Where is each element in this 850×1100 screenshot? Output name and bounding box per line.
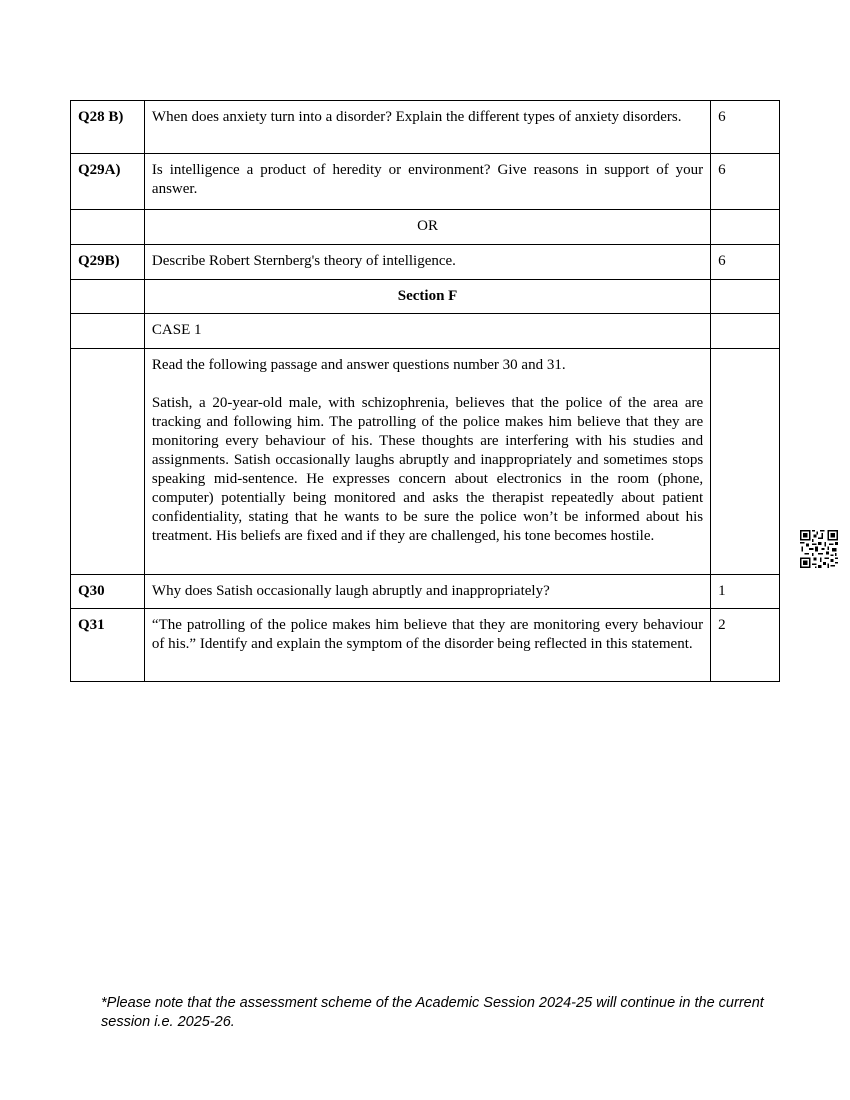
table-row-q29b [71, 245, 780, 280]
empty-cell [711, 314, 780, 349]
question-text: Why does Satish occasionally laugh abruptly and inappropriately? [144, 575, 710, 609]
table-row-q29a [71, 154, 780, 210]
table-row-or [71, 210, 780, 245]
empty-cell [711, 280, 780, 314]
empty-cell [71, 280, 145, 314]
question-text: Describe Robert Sternberg's theory of intelligence. [144, 245, 710, 280]
table-row-q28b [71, 101, 780, 154]
section-heading: Section F [144, 280, 710, 314]
question-number: Q31 [71, 609, 145, 682]
marks-value: 6 [711, 154, 780, 210]
qr-code-icon [800, 530, 838, 568]
marks-value: 2 [711, 609, 780, 682]
question-number: Q30 [71, 575, 145, 609]
table-row-section [71, 280, 780, 314]
footnote: *Please note that the assessment scheme of the Academic Session 2024-25 will continue in the current session i.e. 2025-26. [101, 995, 764, 1030]
question-text: When does anxiety turn into a disorder? Explain the different types of anxiety disorders. [144, 101, 710, 154]
question-text: Is intelligence a product of heredity or environment? Give reasons in support of your answer. [144, 154, 710, 210]
case-label: CASE 1 [144, 314, 710, 349]
table-row-q30 [71, 575, 780, 609]
table-row-passage [71, 349, 780, 575]
empty-cell [71, 210, 145, 245]
marks-value: 6 [711, 245, 780, 280]
marks-value: 6 [711, 101, 780, 154]
question-number: Q29B) [71, 245, 145, 280]
question-number: Q29A) [71, 154, 145, 210]
question-number: Q28 B) [71, 101, 145, 154]
empty-cell [711, 210, 780, 245]
question-table [70, 100, 780, 682]
passage-body: Satish, a 20-year-old male, with schizophrenia, believes that the police of the area are tracking and following him. The patrolling of the police makes him believe that they are monitoring every behaviour of his. These thoughts are interfering with his studies and assignments. Satish occasionally laughs abruptly and inappropriately and sometimes stops speaking mid-sentence. He expresses concern about electronics in the room (phone, computer) potentially being monitored and asks the therapist repeatedly about patient confidentiality, stating that he wants to be sure the police won’t be informed about his treatment. His beliefs are fixed and if they are challenged, his tone becomes hostile. [151, 395, 704, 544]
table-row-q31 [71, 609, 780, 682]
empty-cell [711, 349, 780, 575]
question-text: “The patrolling of the police makes him believe that they are monitoring every behaviour of his.” Identify and explain the symptom of the disorder being reflected in this statement. [144, 609, 710, 682]
marks-value: 1 [711, 575, 780, 609]
or-separator: OR [144, 210, 710, 245]
table-row-case [71, 314, 780, 349]
case-passage [144, 349, 710, 575]
empty-cell [71, 314, 145, 349]
passage-intro: Read the following passage and answer questions number 30 and 31. [151, 357, 566, 373]
empty-cell [71, 349, 145, 575]
